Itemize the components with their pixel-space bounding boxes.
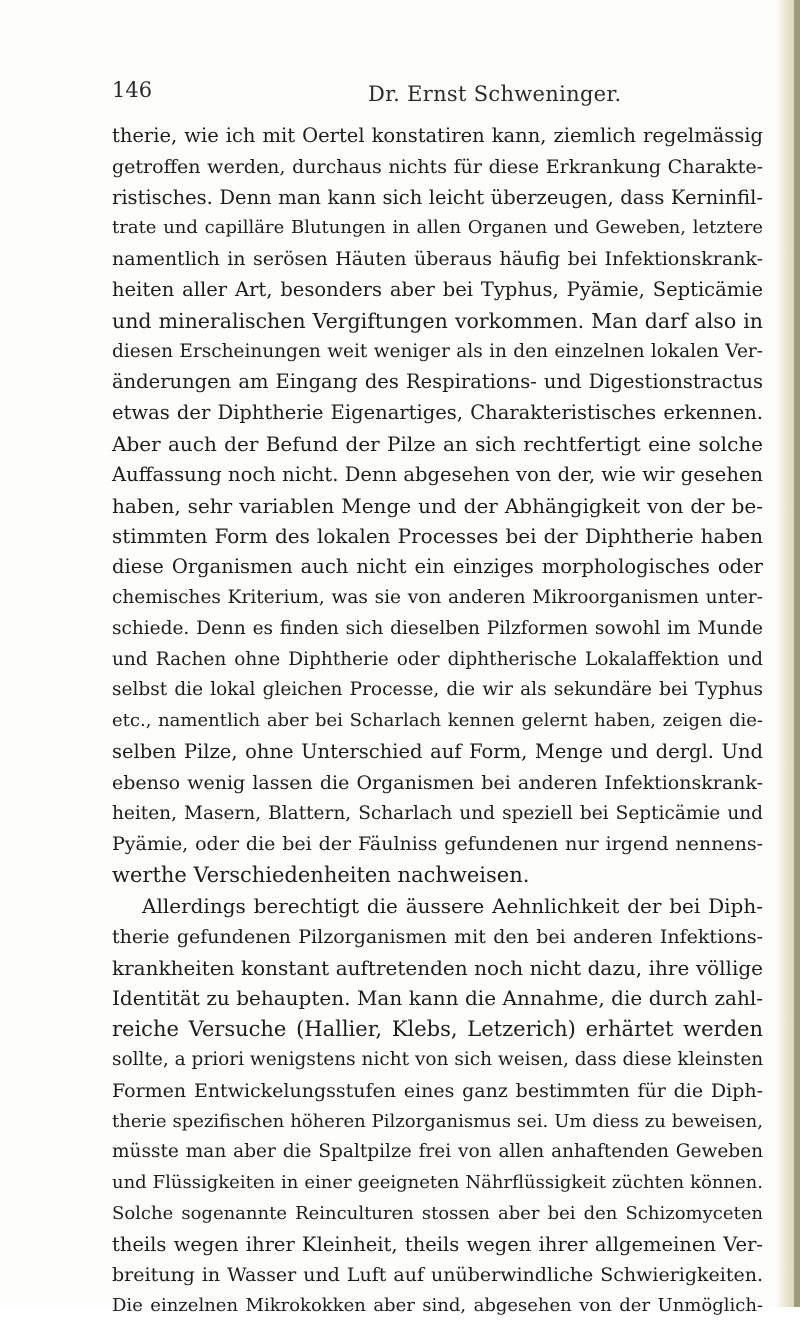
text-line: namentlich in serösen Häuten überaus häufig bei Infektionskrank- bbox=[112, 248, 763, 271]
text-line: trate und capilläre Blutungen in allen Organen und Geweben, letztere bbox=[112, 217, 763, 239]
text-line: Solche sogenannte Reinculturen stossen aber bei den Schizomyceten bbox=[112, 1202, 763, 1224]
text-line: und Flüssigkeiten in einer geeigneten Nährflüssigkeit züchten können. bbox=[112, 1172, 763, 1194]
text-line: Identität zu behaupten. Man kann die Annahme, die durch zahl- bbox=[112, 986, 763, 1011]
text-line: Allerdings berechtigt die äussere Aehnlichkeit der bei Diph- bbox=[142, 893, 763, 918]
text-line: stimmten Form des lokalen Processes bei der Diphtherie haben bbox=[112, 524, 763, 549]
text-line: sollte, a priori wenigstens nicht von sich weisen, dass diese kleinsten bbox=[112, 1048, 764, 1070]
text-line: und mineralischen Vergiftungen vorkommen. Man darf also in bbox=[112, 308, 763, 333]
text-line: chemisches Kriterium, was sie von anderen Mikroorganismen unter- bbox=[112, 586, 763, 608]
text-line: ristisches. Denn man kann sich leicht überzeugen, dass Kerninfil- bbox=[112, 185, 763, 209]
text-line: Aber auch der Befund der Pilze an sich rechtfertigt eine solche bbox=[112, 431, 763, 456]
text-line: etwas der Diphtherie Eigenartiges, Charakteristisches erkennen. bbox=[112, 401, 763, 425]
text-line: Auffassung noch nicht. Denn abgesehen von der, wie wir gesehen bbox=[112, 462, 763, 486]
text-line: therie, wie ich mit Oertel konstatiren kann, ziemlich regelmässig bbox=[112, 124, 763, 147]
text-line: Pyämie, oder die bei der Fäulniss gefundenen nur irgend nennens- bbox=[112, 833, 763, 856]
text-line: krankheiten konstant auftretenden noch nicht dazu, ihre völlige bbox=[112, 955, 763, 980]
page-number: 146 bbox=[112, 78, 153, 102]
text-line: diesen Erscheinungen weit weniger als in den einzelnen lokalen Ver- bbox=[112, 340, 763, 362]
text-line: ebenso wenig lassen die Organismen bei anderen Infektionskrank- bbox=[112, 771, 763, 794]
text-line: Formen Entwickelungsstufen eines ganz bestimmten für die Diph- bbox=[112, 1079, 763, 1102]
text-line: theils wegen ihrer Kleinheit, theils wegen ihrer allgemeinen Ver- bbox=[112, 1232, 763, 1256]
page-header bbox=[112, 78, 712, 108]
text-line: müsste man aber die Spaltpilze frei von allen anhaftenden Geweben bbox=[112, 1141, 763, 1163]
text-line: breitung in Wasser und Luft auf unüberwindliche Schwierigkeiten. bbox=[112, 1264, 763, 1287]
text-line: reiche Versuche (Hallier, Klebs, Letzerich) erhärtet werden bbox=[112, 1017, 763, 1042]
text-line: werthe Verschiedenheiten nachweisen. bbox=[112, 863, 530, 888]
text-line: etc., namentlich aber bei Scharlach kennen gelernt haben, zeigen die- bbox=[112, 710, 763, 732]
text-line: therie gefundenen Pilzorganismen mit den bei anderen Infektions- bbox=[112, 925, 763, 948]
text-line: diese Organismen auch nicht ein einziges morphologisches oder bbox=[112, 555, 763, 579]
text-line: getroffen werden, durchaus nichts für diese Erkrankung Charakte- bbox=[112, 155, 763, 178]
text-line: heiten, Masern, Blattern, Scharlach und speziell bei Septicämie und bbox=[112, 802, 763, 824]
text-line: therie spezifischen höheren Pilzorganismus sei. Um diess zu beweisen, bbox=[112, 1110, 763, 1132]
body-text bbox=[112, 121, 763, 1322]
paragraph-2 bbox=[112, 891, 763, 1322]
text-line: heiten aller Art, besonders aber bei Typhus, Pyämie, Septicämie bbox=[112, 277, 763, 301]
text-line: selben Pilze, ohne Unterschied auf Form, Menge und dergl. Und bbox=[112, 739, 763, 763]
text-line: Die einzelnen Mikrokokken aber sind, abgesehen von der Unmöglich- bbox=[112, 1295, 763, 1317]
text-line: änderungen am Eingang des Respirations- und Digestionstractus bbox=[112, 370, 763, 394]
text-line: schiede. Denn es finden sich dieselben Pilzformen sowohl im Munde bbox=[112, 617, 763, 639]
text-line: selbst die lokal gleichen Processe, die wir als sekundäre bei Typhus bbox=[112, 679, 763, 701]
running-head: Dr. Ernst Schweninger. bbox=[368, 82, 622, 106]
text-line: und Rachen ohne Diphtherie oder diphtherische Lokalaffektion und bbox=[112, 648, 763, 670]
page-edge bbox=[794, 0, 800, 1307]
text-line: haben, sehr variablen Menge und der Abhängigkeit von der be- bbox=[112, 493, 763, 518]
paragraph-1 bbox=[112, 121, 763, 891]
